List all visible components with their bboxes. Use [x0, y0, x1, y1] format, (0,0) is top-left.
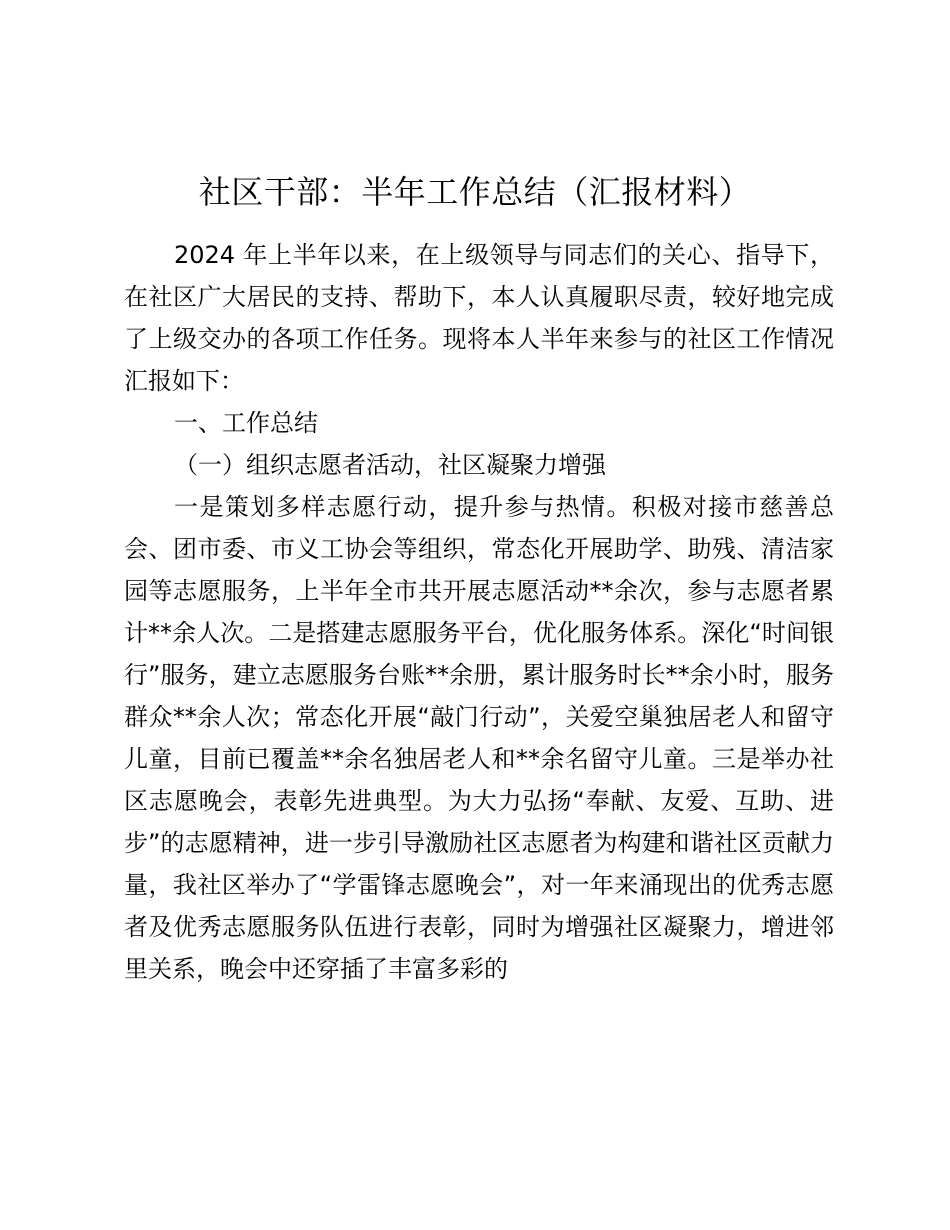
- body-paragraph: 一是策划多样志愿行动，提升参与热情。积极对接市慈善总会、团市委、市义工协会等组织，常态化开展助学、助残、清洁家园等志愿服务，上半年全市共开展志愿活动**余次，参与志愿者累计**余人次。二是搭建志愿服务平台，优化服务体系。深化“时间银行”服务，建立志愿服务台账**余册，累计服务时长**余小时，服务群众**余人次；常态化开展“敲门行动”，关爱空巢独居老人和留守儿童，目前已覆盖**余名独居老人和**余名留守儿童。三是举办社区志愿晚会，表彰先进典型。为大力弘扬“奉献、友爱、互助、进步”的志愿精神，进一步引导激励社区志愿者为构建和谐社区贡献力量，我社区举办了“学雷锋志愿晚会”，对一年来涌现出的优秀志愿者及优秀志愿服务队伍进行表彰，同时为增强社区凝聚力，增进邻里关系，晚会中还穿插了丰富多彩的: [124, 493, 834, 983]
- section-heading: 一、工作总结: [174, 409, 318, 437]
- subsection-heading: （一）组织志愿者活动，社区凝聚力增强: [174, 451, 606, 479]
- document-title: 社区干部：半年工作总结（汇报材料）: [198, 173, 752, 211]
- intro-paragraph: 2024 年上半年以来，在上级领导与同志们的关心、指导下，在社区广大居民的支持、帮助下，本人认真履职尽责，较好地完成了上级交办的各项工作任务。现将本人半年来参与的社区工作情况汇报如下：: [124, 241, 834, 395]
- document-body: [124, 234, 834, 990]
